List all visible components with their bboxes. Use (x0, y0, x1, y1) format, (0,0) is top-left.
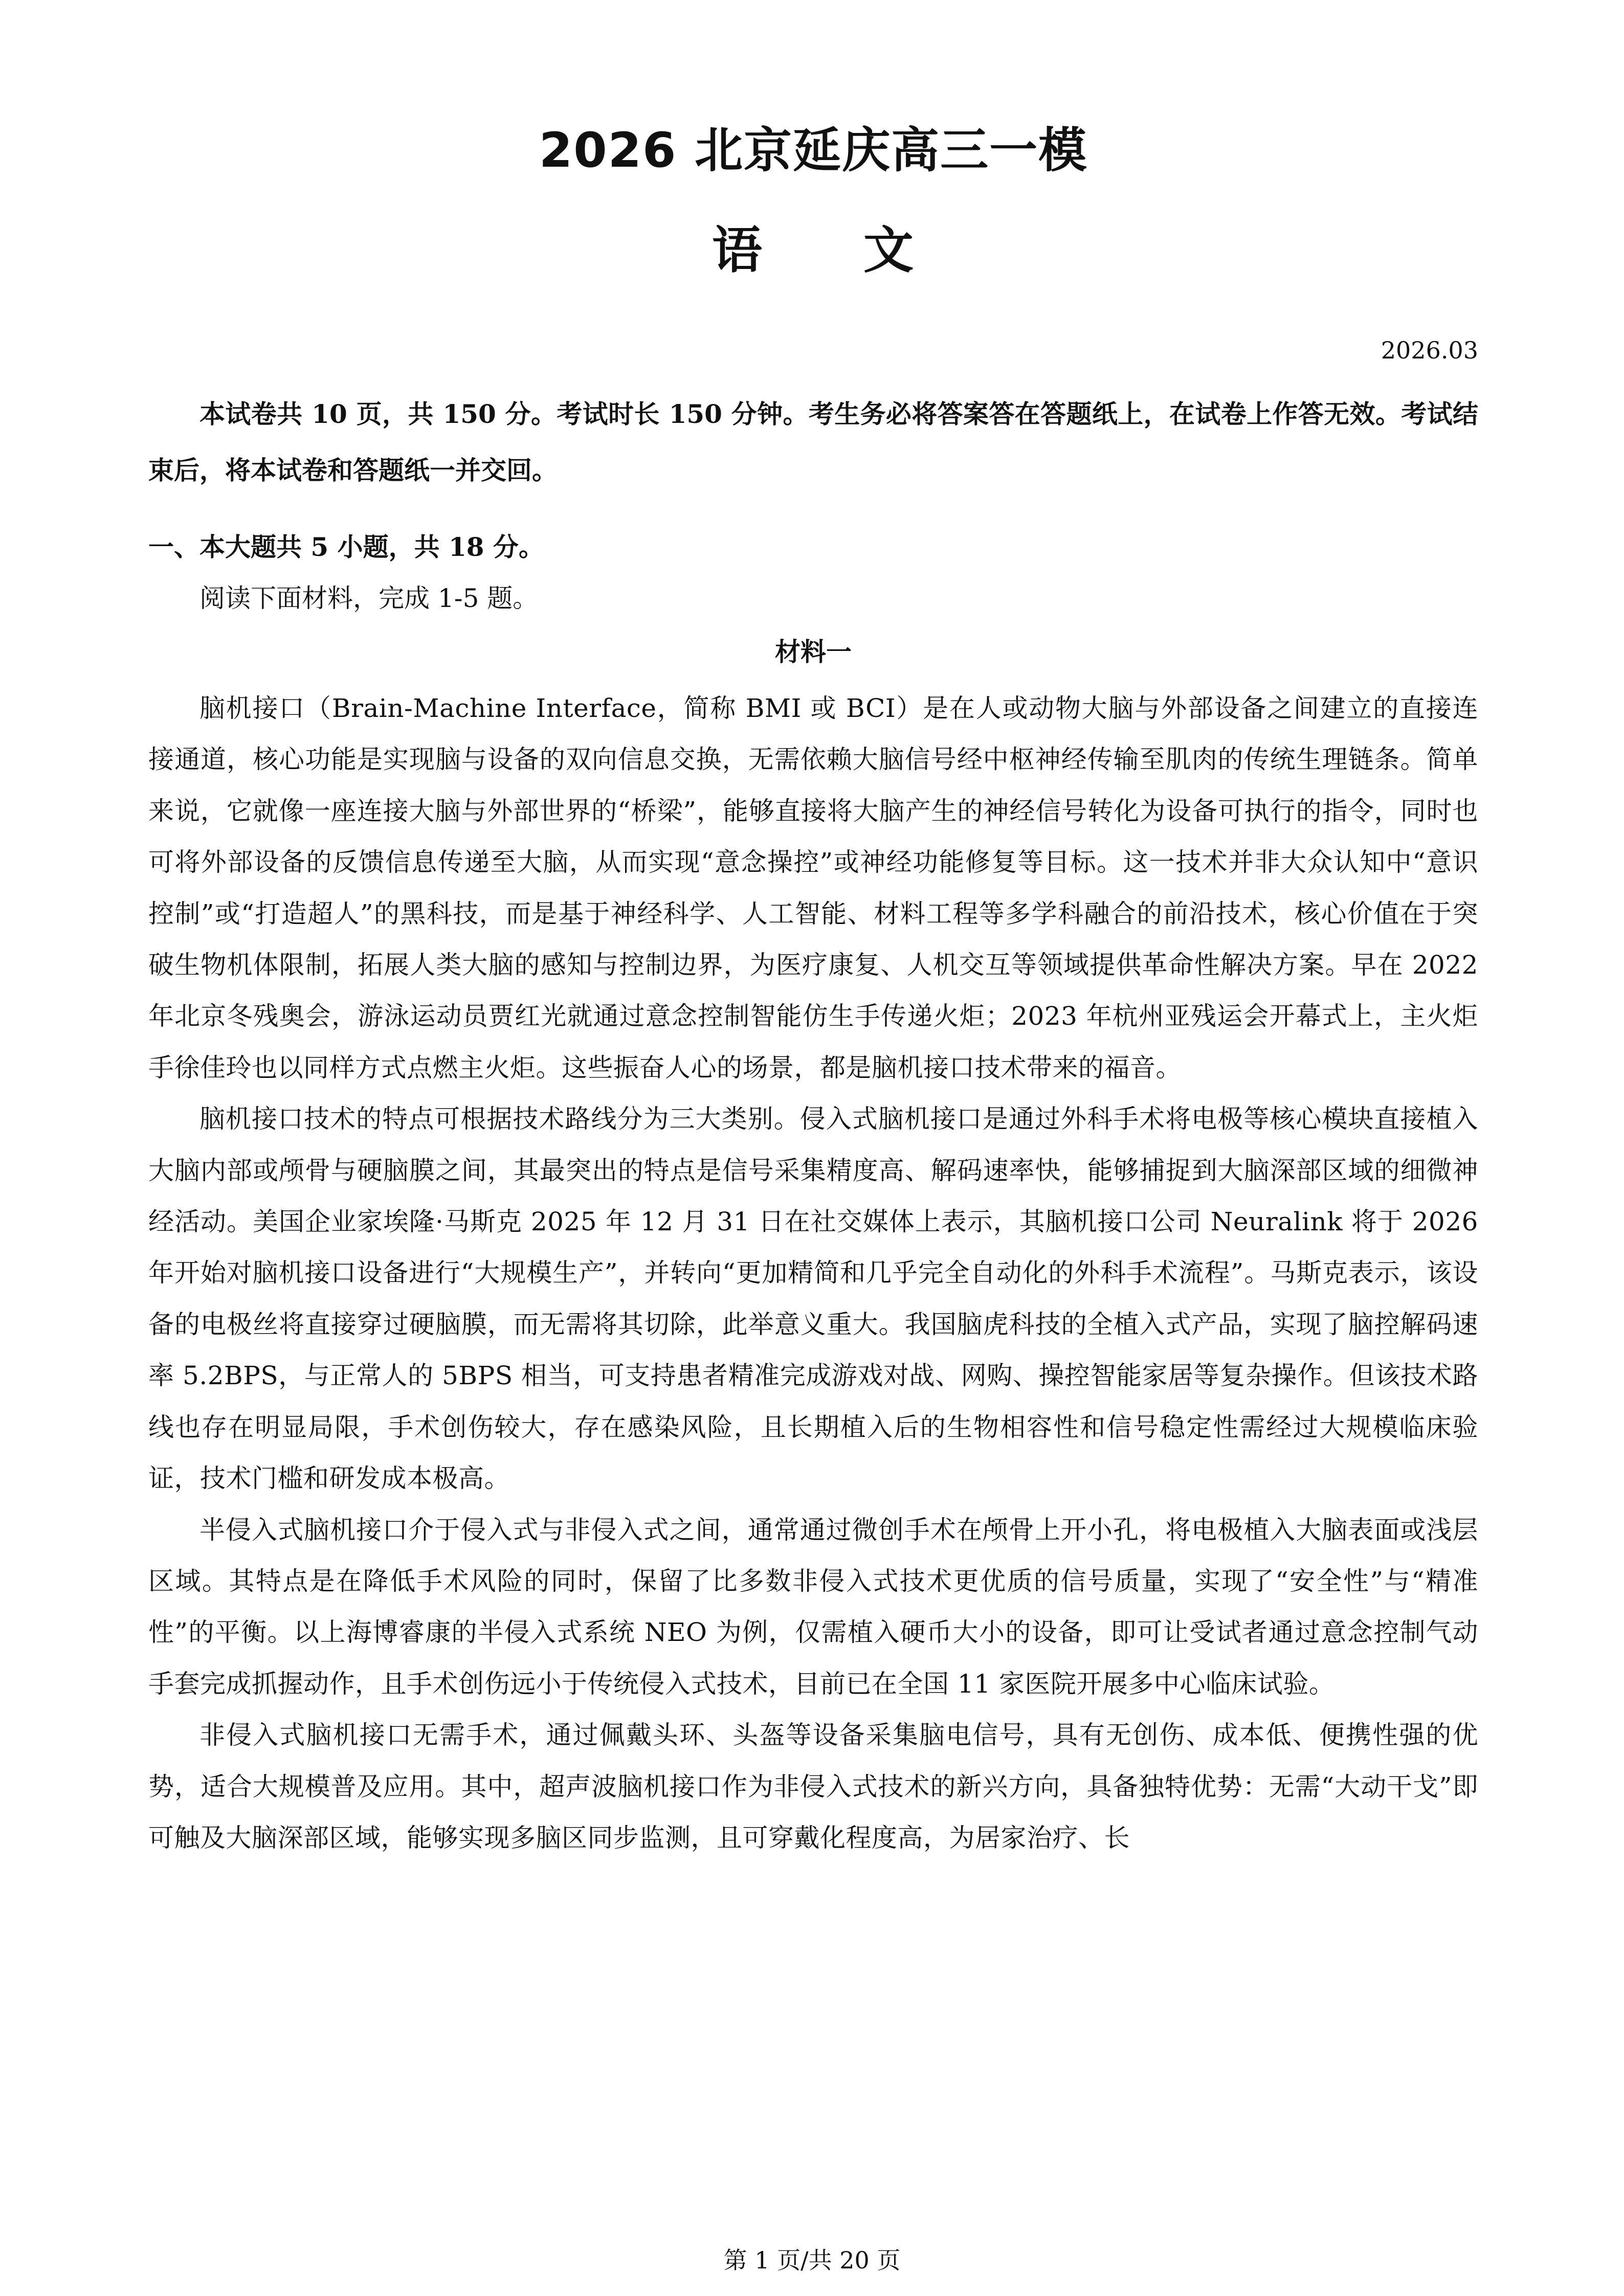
exam-title: 2026 北京延庆高三一模 (539, 123, 1088, 178)
material-title: 材料一 (775, 637, 852, 667)
paragraph: 脑机接口（Brain-Machine Interface，简称 BMI 或 BCI）是在人或动物大脑与外部设备之间建立的直接连接通道，核心功能是实现脑与设备的双向信息交换，无需依赖大脑信号经中枢神经传输至肌肉的传统生理链条。简单来说，它就像一座连接大脑与外部世界的“桥梁”，能够直接将大脑产生的神经信号转化为设备可执行的指令，同时也可将外部设备的反馈信息传递至大脑，从而实现“意念操控”或神经功能修复等目标。这一技术并非大众认知中“意识控制”或“打造超人”的黑科技，而是基于神经科学、人工智能、材料工程等多学科融合的前沿技术，核心价值在于突破生物机体限制，拓展人类大脑的感知与控制边界，为医疗康复、人机交互等领域提供革命性解决方案。早在 2022 年北京冬残奥会，游泳运动员贾红光就通过意念控制智能仿生手传递火炬；2023 年杭州亚残运会开幕式上，主火炬手徐佳玲也以同样方式点燃主火炬。这些振奋人心的场景，都是脑机接口技术带来的福音。 (148, 693, 1478, 1083)
exam-date: 2026.03 (1381, 336, 1478, 364)
paragraph: 脑机接口技术的特点可根据技术路线分为三大类别。侵入式脑机接口是通过外科手术将电极等核心模块直接植入大脑内部或颅骨与硬脑膜之间，其最突出的特点是信号采集精度高、解码速率快，能够捕捉到大脑深部区域的细微神经活动。美国企业家埃隆·马斯克 2025 年 12 月 31 日在社交媒体上表示，其脑机接口公司 Neuralink 将于 2026 年开始对脑机接口设备进行“大规模生产”，并转向“更加精简和几乎完全自动化的外科手术流程”。马斯克表示，该设备的电极丝将直接穿过硬脑膜，而无需将其切除，此举意义重大。我国脑虎科技的全植入式产品，实现了脑控解码速率 5.2BPS，与正常人的 5BPS 相当，可支持患者精准完成游戏对战、网购、操控智能家居等复杂操作。但该技术路线也存在明显局限，手术创伤较大，存在感染风险，且长期植入后的生物相容性和信号稳定性需经过大规模临床验证，技术门槛和研发成本极高。 (148, 1104, 1478, 1494)
section-heading: 一、本大题共 5 小题，共 18 分。 (148, 532, 544, 562)
paragraph: 非侵入式脑机接口无需手术，通过佩戴头环、头盔等设备采集脑电信号，具有无创伤、成本低、便携性强的优势，适合大规模普及应用。其中，超声波脑机接口作为非侵入式技术的新兴方向，具备独特优势：无需“大动干戈”即可触及大脑深部区域，能够实现多脑区同步监测，且可穿戴化程度高，为居家治疗、长 (148, 1720, 1478, 1853)
reading-instruction: 阅读下面材料，完成 1-5 题。 (199, 583, 539, 613)
subject-title: 语 文 (711, 221, 915, 280)
paragraph: 半侵入式脑机接口介于侵入式与非侵入式之间，通常通过微创手术在颅骨上开小孔，将电极植入大脑表面或浅层区域。其特点是在降低手术风险的同时，保留了比多数非侵入式技术更优质的信号质量，实现了“安全性”与“精准性”的平衡。以上海博睿康的半侵入式系统 NEO 为例，仅需植入硬币大小的设备，即可让受试者通过意念控制气动手套完成抓握动作，且手术创伤远小于传统侵入式技术，目前已在全国 11 家医院开展多中心临床试验。 (148, 1515, 1478, 1699)
exam-notice: 本试卷共 10 页，共 150 分。考试时长 150 分钟。考生务必将答案答在答题纸上，在试卷上作答无效。考试结束后，将本试卷和答题纸一并交回。 (148, 399, 1478, 485)
material-body (148, 683, 1478, 1863)
page-footer: 第 1 页/共 20 页 (723, 2246, 901, 2274)
